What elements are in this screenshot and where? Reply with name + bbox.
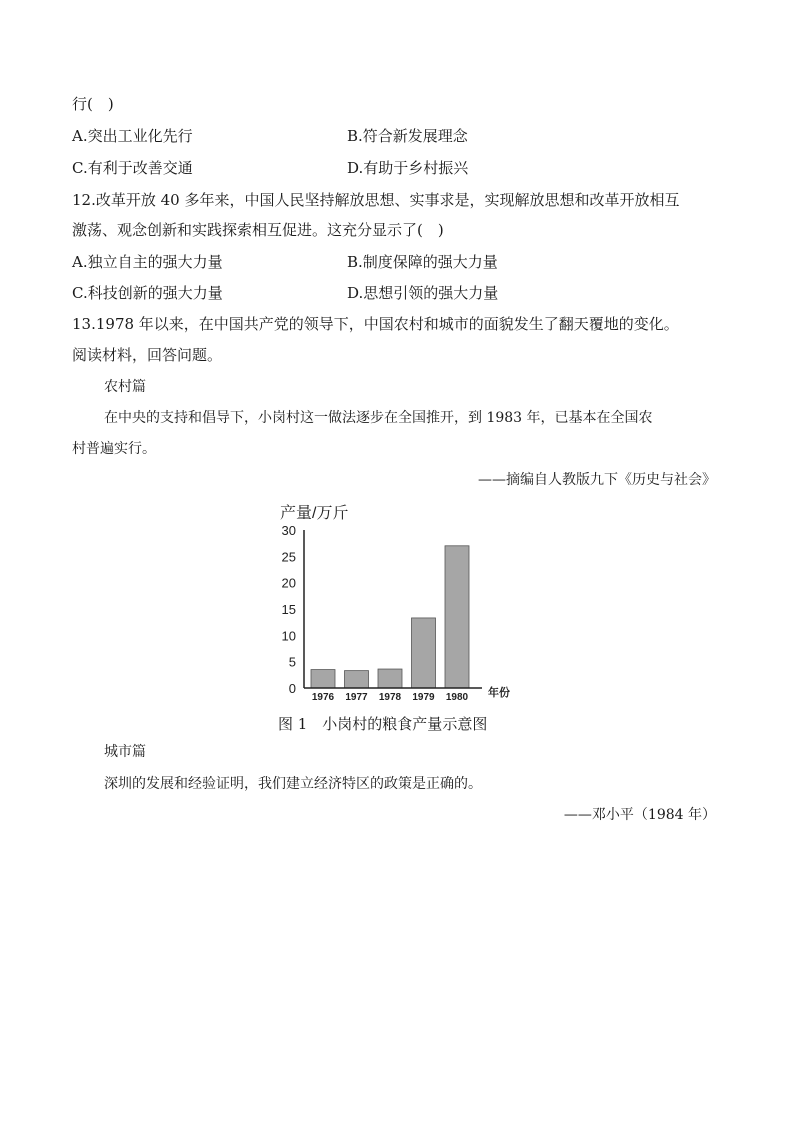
q12-option-b: B.制度保障的强大力量 <box>347 253 498 271</box>
rural-heading: 农村篇 <box>104 379 146 395</box>
y-tick-label: 5 <box>288 654 296 670</box>
q12-stem-line1: 12.改革开放 40 多年来，中国人民坚持解放思想、实事求是，实现解放思想和改革开放相互 <box>72 191 680 209</box>
x-tick-label: 1978 <box>378 692 402 703</box>
q12-option-c: C.科技创新的强大力量 <box>72 284 223 302</box>
urban-source: ——邓小平（1984 年） <box>563 807 716 823</box>
y-tick-label: 30 <box>281 523 296 538</box>
q11-option-d: D.有助于乡村振兴 <box>347 159 469 177</box>
rural-text-line2: 村普遍实行。 <box>72 441 156 457</box>
figure-caption: 图 1 小岗村的粮食产量示意图 <box>278 715 488 733</box>
x-tick-label: 1980 <box>445 692 469 703</box>
x-axis-label: 年份 <box>488 687 510 699</box>
urban-text: 深圳的发展和经验证明，我们建立经济特区的政策是正确的。 <box>104 776 482 792</box>
x-tick-label: 1979 <box>412 692 435 703</box>
bar-1979 <box>412 618 436 688</box>
bar-1980 <box>445 546 469 688</box>
x-tick-label: 1976 <box>311 692 335 703</box>
y-tick-label: 20 <box>281 575 296 591</box>
q12-stem-line2: 激荡、观念创新和实践探索相互促进。这充分显示了( ) <box>72 221 444 239</box>
y-tick-label: 15 <box>281 602 296 617</box>
y-axis-label: 产量/万斤 <box>280 505 349 522</box>
q13-stem-line2: 阅读材料，回答问题。 <box>72 346 223 364</box>
rural-source: ——摘编自人教版九下《历史与社会》 <box>478 472 716 488</box>
q11-stem-tail: 行( ) <box>72 95 114 113</box>
grain-output-bar-chart <box>276 498 526 710</box>
q11-option-b: B.符合新发展理念 <box>347 127 468 145</box>
q12-option-d: D.思想引领的强大力量 <box>347 284 499 302</box>
q11-option-c: C.有利于改善交通 <box>72 159 193 177</box>
bar-1976 <box>311 670 335 688</box>
bar-1977 <box>345 671 369 688</box>
y-tick-label: 0 <box>288 681 296 696</box>
y-tick-label: 10 <box>281 628 296 644</box>
y-tick-label: 25 <box>281 549 296 565</box>
x-tick-label: 1977 <box>345 692 368 703</box>
bar-1978 <box>378 669 402 688</box>
rural-text-line1: 在中央的支持和倡导下，小岗村这一做法逐步在全国推开，到 1983 年，已基本在全国农 <box>104 410 653 426</box>
q12-option-a: A.独立自主的强大力量 <box>72 253 223 271</box>
urban-heading: 城市篇 <box>104 744 146 760</box>
q11-option-a: A.突出工业化先行 <box>72 127 193 145</box>
q13-stem-line1: 13.1978 年以来，在中国共产党的领导下，中国农村和城市的面貌发生了翻天覆地的变化。 <box>72 315 679 333</box>
